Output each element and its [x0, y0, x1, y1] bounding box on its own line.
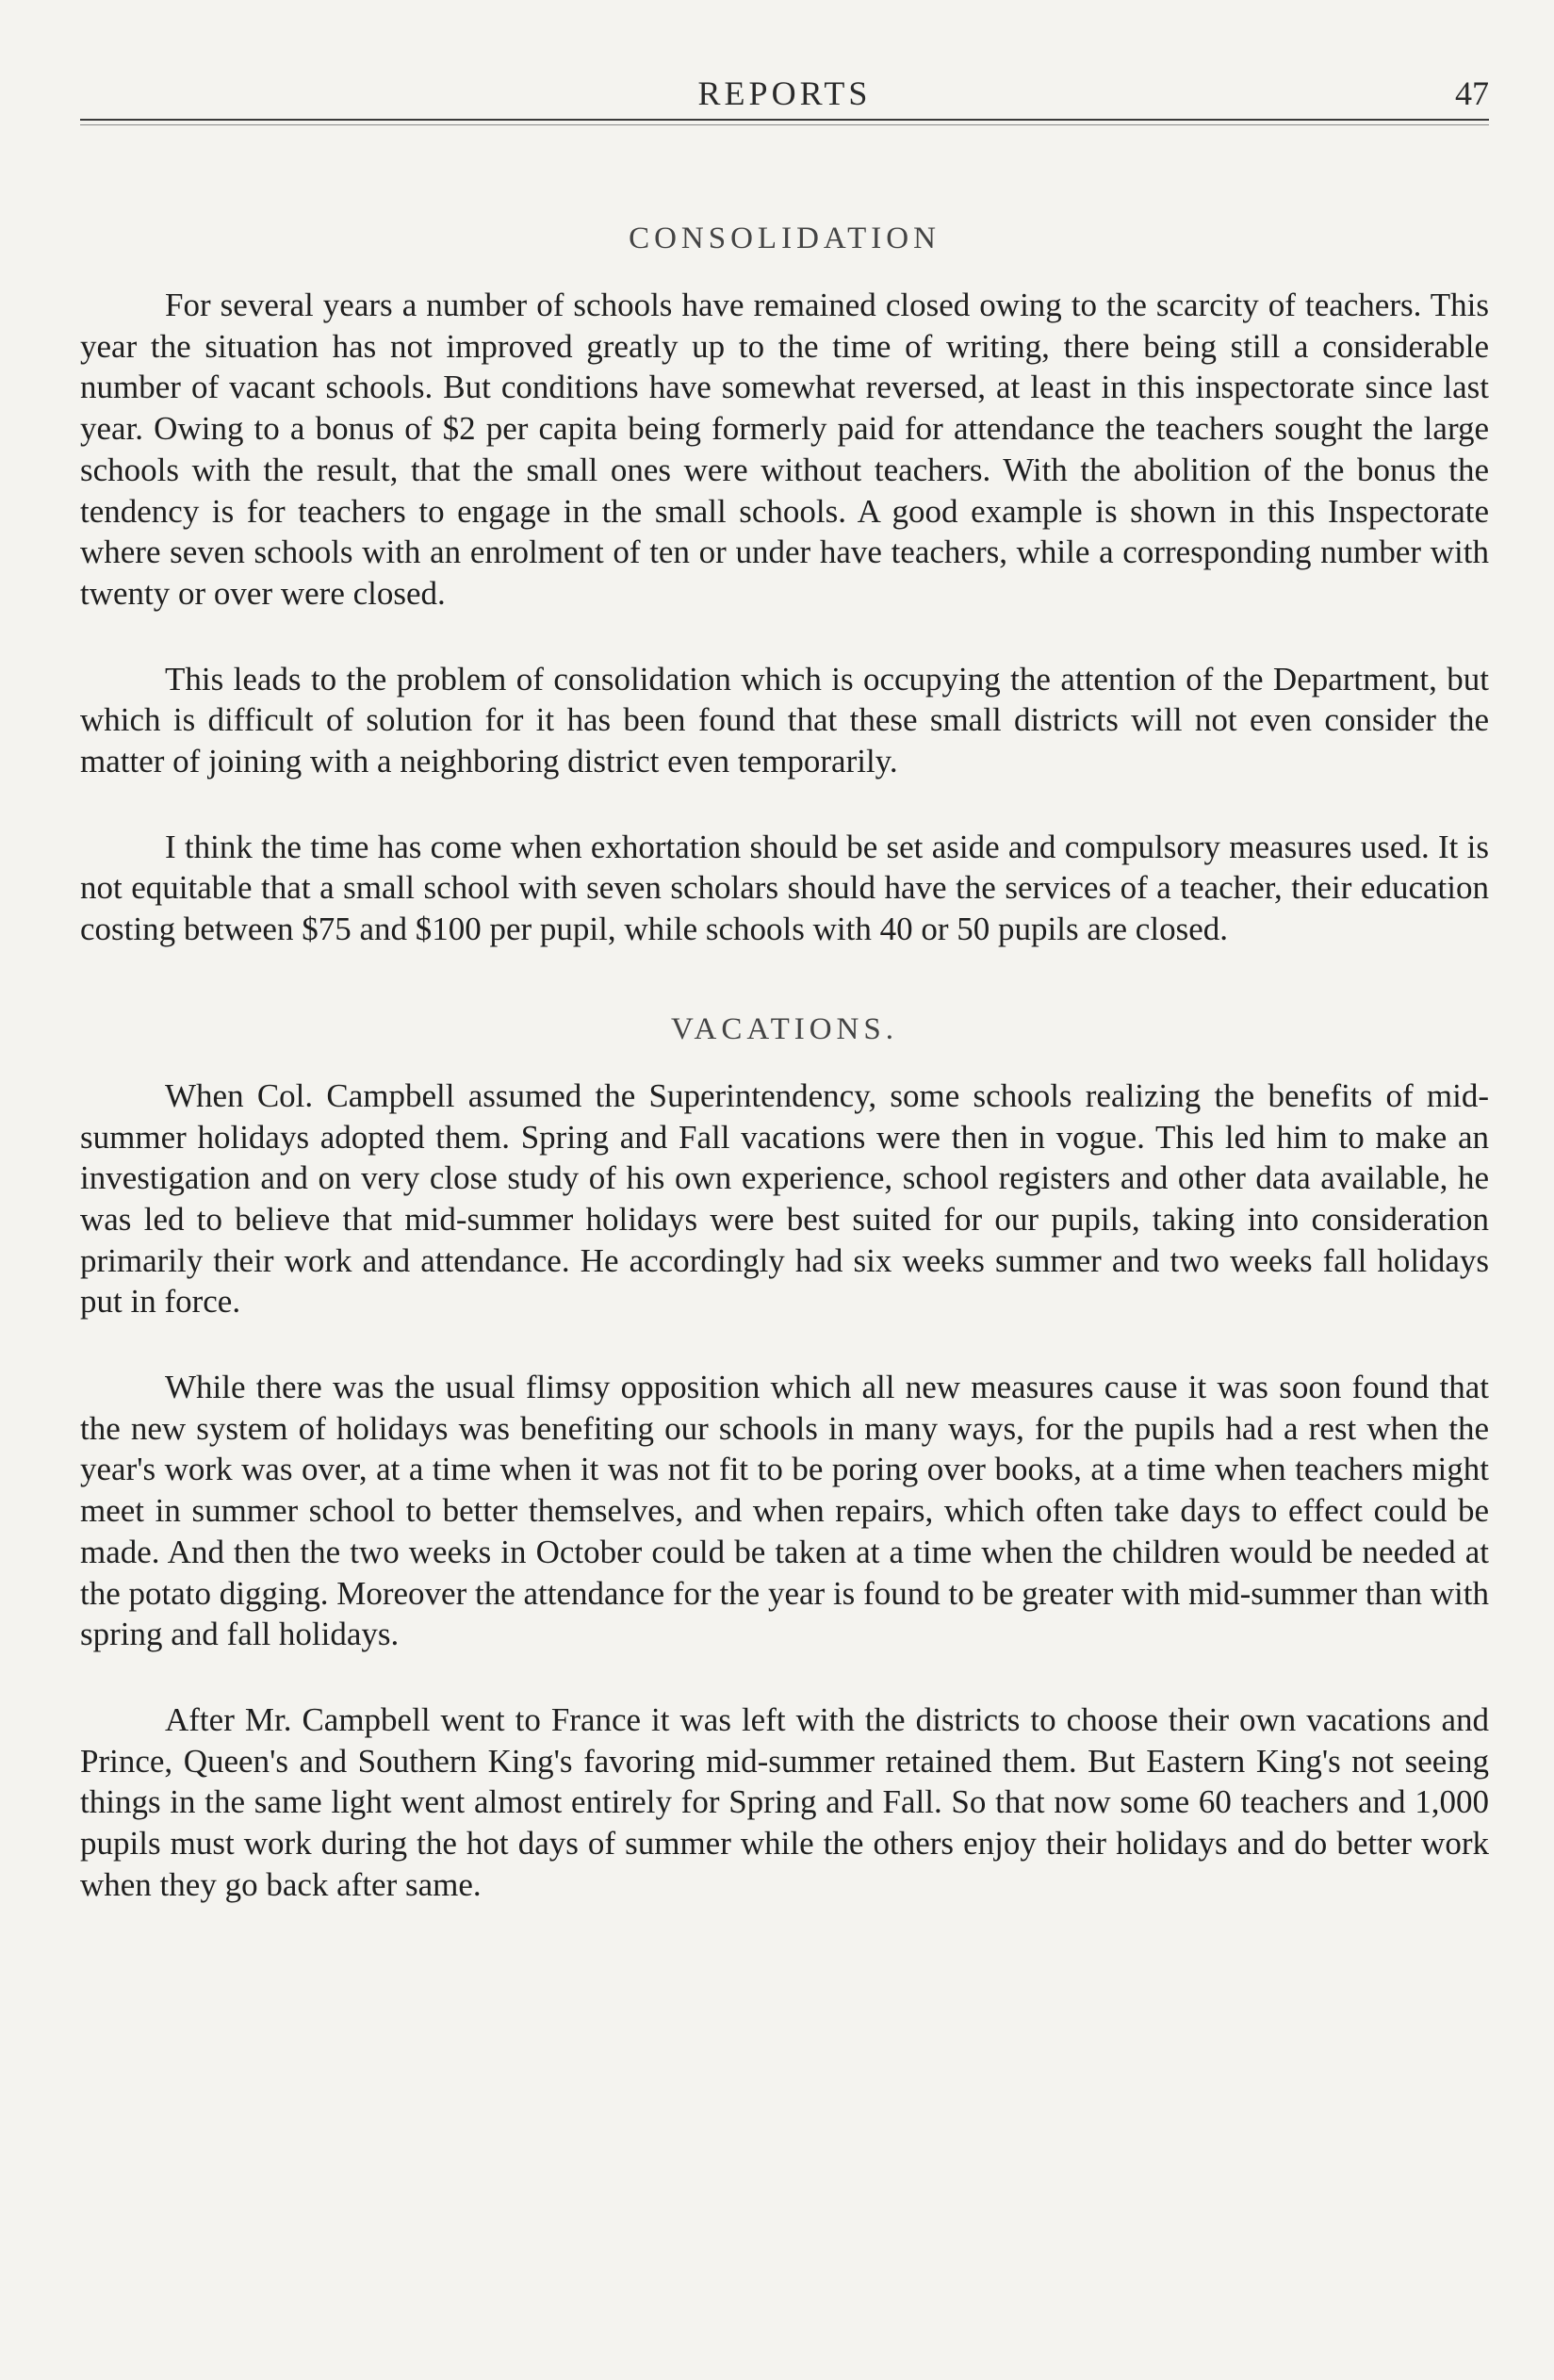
section-vacations: [80, 1012, 1489, 1906]
section-heading: VACATIONS.: [670, 1011, 898, 1046]
document-page: [80, 57, 1489, 1950]
paragraph: When Col. Campbell assumed the Superintendency, some schools realizing the benefits of mid-summer holidays adopted them. Spring and Fall vacations were then in vogue. This led him to make an investigation and on very close study of his own experience, school registers and other data available, he was led to believe that mid-summer holidays were best suited for our pupils, taking into consideration primarily their work and attendance. He accordingly had six weeks summer and two weeks fall holidays put in force.: [80, 1076, 1489, 1321]
paragraph: For several years a number of schools have remained closed owing to the scarcity of teachers. This year the situation has not improved greatly up to the time of writing, there being still a considerable number of vacant schools. But conditions have somewhat reversed, at least in this inspectorate since last year. Owing to a bonus of $2 per capita being formerly paid for attendance the teachers sought the large schools with the result, that the small ones were without teachers. With the abolition of the bonus the tendency is for teachers to engage in the small schools. A good example is shown in this Inspectorate where seven schools with an enrolment of ten or under have teachers, while a corresponding number with twenty or over were closed.: [80, 287, 1489, 612]
running-header: [80, 57, 1489, 123]
header-rule: [80, 119, 1489, 121]
running-title: REPORTS: [697, 74, 872, 112]
paragraph: I think the time has come when exhortation should be set aside and compulsory measures used. It is not equitable that a small school with seven scholars should have the services of a teacher, their education costing between $75 and $100 per pupil, while schools with 40 or 50 pupils are closed.: [80, 828, 1489, 948]
header-rule-thin: [80, 124, 1489, 125]
section-consolidation: [80, 222, 1489, 950]
paragraph: This leads to the problem of consolidation which is occupying the attention of the Department, but which is difficult of solution for it has been found that these small districts will not even consider the matter of joining with a neighboring district even temporarily.: [80, 660, 1489, 780]
section-heading: CONSOLIDATION: [629, 222, 941, 255]
paragraph: After Mr. Campbell went to France it was left with the districts to choose their own vacations and Prince, Queen's and Southern King's favoring mid-summer retained them. But Eastern King's not seeing things in the same light went almost entirely for Spring and Fall. So that now some 60 teachers and 1,000 pupils must work during the hot days of summer while the others enjoy their holidays and do better work when they go back after same.: [80, 1700, 1489, 1903]
paragraph: While there was the usual flimsy opposition which all new measures cause it was soon found that the new system of holidays was benefiting our schools in many ways, for the pupils had a rest when the year's work was over, at a time when it was not fit to be poring over books, at a time when teachers might meet in summer school to better themselves, and when repairs, which often take days to effect could be made. And then the two weeks in October could be taken at a time when the children would be needed at the potato digging. Moreover the attendance for the year is found to be greater with mid-summer than with spring and fall holidays.: [80, 1369, 1489, 1653]
page-number: 47: [1455, 74, 1489, 112]
